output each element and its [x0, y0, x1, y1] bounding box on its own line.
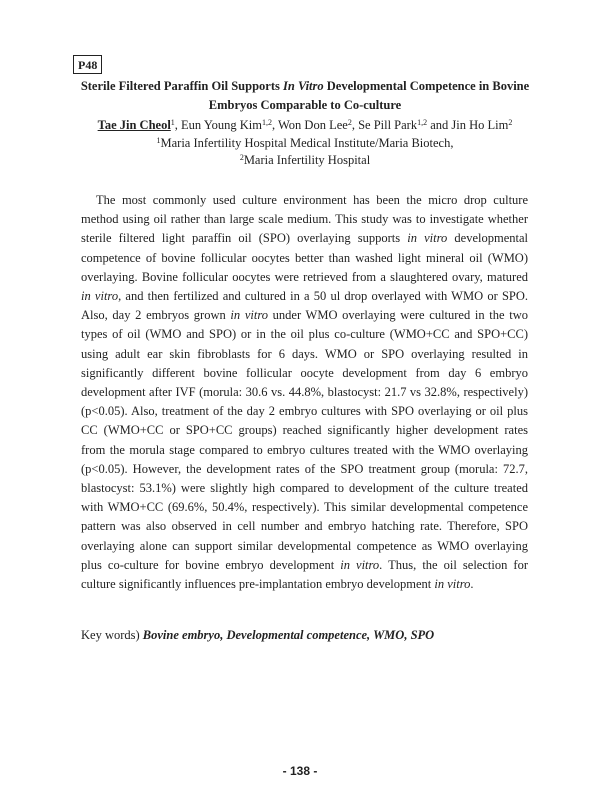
title-line-1 — [72, 77, 538, 96]
abstract-body — [81, 191, 528, 594]
author-name: Se Pill Park — [358, 118, 418, 132]
author-name: Eun Young Kim — [181, 118, 262, 132]
abstract-italic-term: in vitro — [340, 557, 380, 572]
abstract-italic-term: in vitro — [407, 231, 448, 246]
affiliation-text: Maria Infertility Hospital Medical Institute/Maria Biotech, — [160, 136, 454, 150]
title-text: Developmental Competence in Bovine — [323, 79, 530, 93]
abstract-italic-term: in vitro — [434, 577, 471, 592]
title-line-2: Embryos Comparable to Co-culture — [208, 98, 402, 112]
author-separator: , — [174, 118, 182, 132]
author-name: Won Don Lee — [278, 118, 348, 132]
affiliation-marker: 1 — [156, 136, 161, 145]
page-number: - 138 - — [282, 764, 318, 778]
author-affiliation-marker: 2 — [508, 118, 513, 127]
abstract-text: developmental competence of bovine follicular oocytes better than washed light mineral oil (WMO) overlaying. Bovine follicular oocytes were retrieved from a slaughtered ovary, matured — [81, 231, 529, 284]
abstract-italic-term: in vitro — [81, 289, 119, 304]
presenting-author-name: Tae Jin Cheol — [97, 118, 171, 132]
abstract-title — [72, 77, 538, 115]
title-italic-text: In Vitro — [283, 79, 324, 93]
abstract-text: , and then fertilized and cultured in a 50 ul drop overlayed with WMO or SPO. Also, day 2 embryos grown — [81, 289, 528, 323]
poster-id-box: P48 — [73, 55, 102, 74]
keywords-label: Key words) — [81, 628, 143, 642]
abstract-italic-term: in vitro — [230, 308, 268, 323]
affiliation-1 — [72, 134, 538, 152]
author-separator: and — [427, 118, 452, 132]
affiliation-text: Maria Infertility Hospital — [243, 153, 371, 167]
author-separator: , — [351, 118, 359, 132]
title-text: Sterile Filtered Paraffin Oil Supports — [80, 79, 283, 93]
author-affiliation-marker: 2 — [347, 118, 352, 127]
keywords-text: Bovine embryo, Developmental competence, WMO, SPO — [142, 628, 435, 642]
affiliation-2 — [72, 151, 538, 169]
author-separator: , — [271, 118, 278, 132]
affiliation-marker: 2 — [239, 153, 244, 162]
author-affiliation-marker: 1,2 — [417, 118, 428, 127]
abstract-text: . Thus, the oil selection for culture significantly influences pre-implantation embryo development — [81, 557, 528, 592]
author-name: Jin Ho Lim — [451, 118, 509, 132]
keywords-line — [81, 626, 528, 644]
abstract-text: The most commonly used culture environment has been the micro drop culture method using oil rather than large scale medium. This study was to investigate whether sterile filtered light paraffin oil (SPO) overlaying supports — [81, 193, 528, 246]
author-affiliation-marker: 1,2 — [261, 118, 272, 127]
abstract-text: under WMO overlaying were cultured in the two types of oil (WMO and SPO) or in the oil plus co-culture (WMO+CC and SPO+CC) using adult ear skin fibroblasts for 6 days. WMO or SPO overlaying resulted in significantly different bovine follicular oocyte development from day 6 embryo development after IVF (morula: 30.6 vs. 44.8%, blastocyst: 21.7 vs 32.8%, respectively) (p<0.05). Also, treatment of the day 2 embryo cultures with SPO overlaying or oil plus CC (WMO+CC or SPO+CC groups) reached significantly higher development rates from the morula stage compared to embryo cultures treated with the WMO overlaying (p<0.05). However, the development rates of the SPO treatment group (morula: 72.7, blastocyst: 53.1%) were slightly high compared to development of the culture treated with WMO+CC (69.6%, 50.4%, respectively). This similar developmental competence pattern was also observed in cell number and embryo hatching rate. Therefore, SPO overlaying alone can support similar developmental competence as WMO overlaying plus co-culture for bovine embryo development — [81, 308, 528, 572]
author-list — [72, 116, 538, 134]
author-affiliation-marker: 1 — [170, 118, 175, 127]
abstract-text: . — [470, 577, 474, 592]
